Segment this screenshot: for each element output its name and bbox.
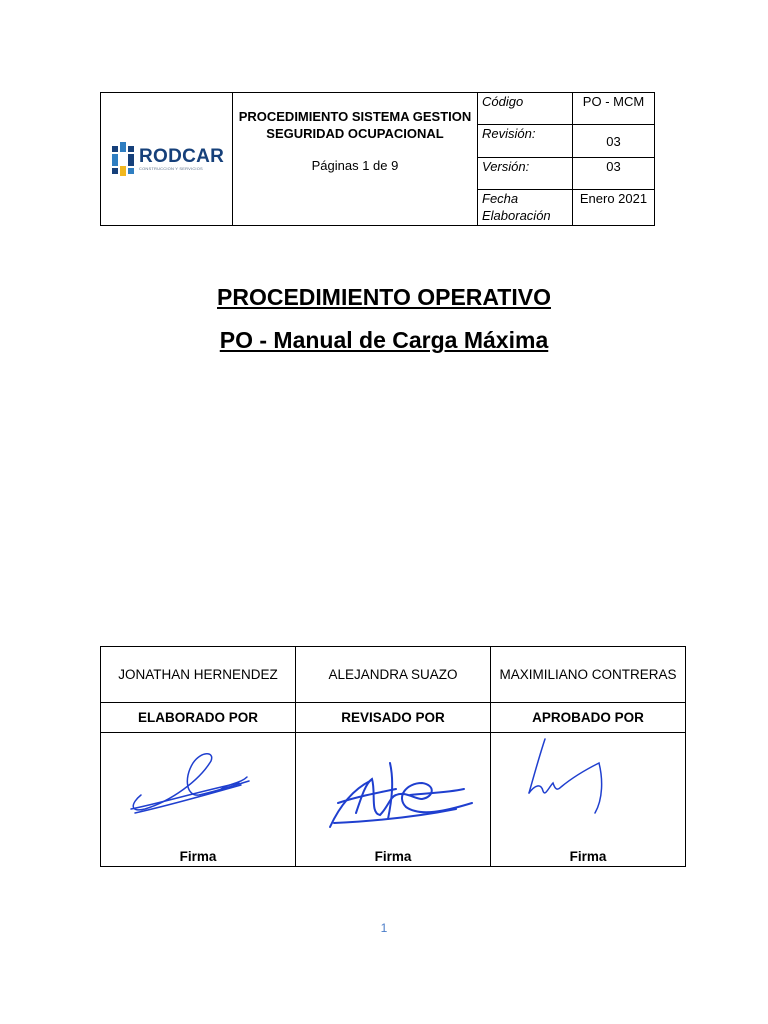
name-elaborado: JONATHAN HERNENDEZ: [101, 647, 296, 703]
firma-label-revisado: Firma: [374, 849, 412, 864]
logo-cell: [101, 93, 233, 226]
field-label-codigo: Código: [478, 93, 573, 125]
page-count: Páginas 1 de 9: [311, 158, 399, 173]
field-label-version: Versión:: [478, 157, 573, 189]
role-aprobado: APROBADO POR: [491, 703, 686, 733]
header-table: [100, 92, 655, 226]
field-value-revision: 03: [573, 125, 655, 157]
document-subtitle: PO - Manual de Carga Máxima: [219, 327, 549, 353]
company-logo: [101, 142, 232, 176]
signature-aprobado: [491, 733, 687, 833]
signature-cell-aprobado: [491, 732, 686, 866]
logo-tagline: CONSTRUCCION Y SERVICIOS: [139, 166, 203, 171]
field-label-revision: Revisión:: [478, 125, 573, 157]
name-aprobado: MAXIMILIANO CONTRERAS: [491, 647, 686, 703]
firma-label-elaborado: Firma: [179, 849, 217, 864]
signature-revisado: [296, 733, 500, 833]
document-title: PROCEDIMIENTO OPERATIVO: [217, 284, 551, 310]
logo-name: RODCAR: [139, 146, 225, 167]
signature-elaborado: [101, 733, 285, 833]
signature-table: [100, 646, 686, 867]
role-elaborado: ELABORADO POR: [101, 703, 296, 733]
field-value-version: 03: [573, 157, 655, 189]
role-revisado: REVISADO POR: [296, 703, 491, 733]
signature-cell-elaborado: [101, 732, 296, 866]
field-label-fecha: Fecha Elaboración: [478, 190, 573, 226]
page-number: 1: [380, 921, 388, 935]
name-revisado: ALEJANDRA SUAZO: [296, 647, 491, 703]
field-value-fecha: Enero 2021: [573, 190, 655, 226]
header-title-cell: [233, 93, 478, 226]
firma-label-aprobado: Firma: [569, 849, 607, 864]
signature-cell-revisado: [296, 732, 491, 866]
header-title: PROCEDIMIENTO SISTEMA GESTION SEGURIDAD OCUPACIONAL: [238, 109, 472, 141]
rodcar-logo-icon: [111, 142, 135, 176]
field-value-codigo: PO - MCM: [573, 93, 655, 125]
